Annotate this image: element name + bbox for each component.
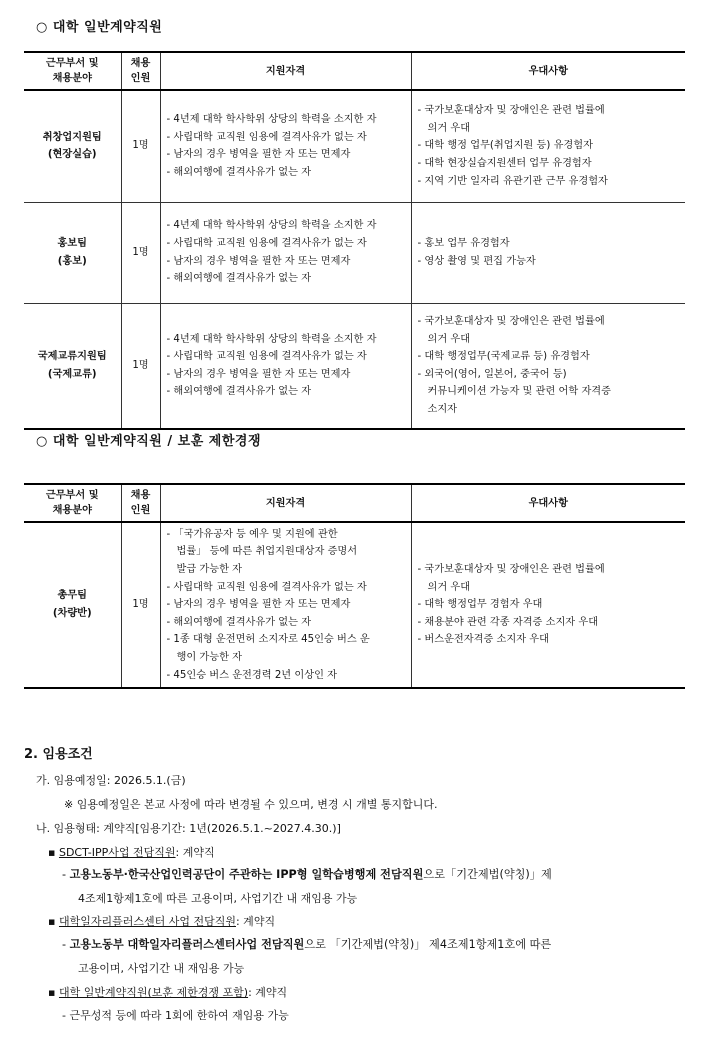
dept-cell: 총무팀 (차량반) xyxy=(24,522,121,688)
preference-cell: - 국가보훈대상자 및 장애인은 관련 법률에 의거 우대 - 대학 행정업무(국제교류 등) 유경험자 - 외국어(영어, 일본어, 중국어 등) 커뮤니케이션 가능자 및 관련 어학 자격증 소지자 xyxy=(411,303,685,429)
bullet-sdct-ipp: ▪ SDCT-IPP사업 전담직원: 계약직 xyxy=(48,846,215,859)
header-preference: 우대사항 xyxy=(411,52,685,90)
section1-title: ○ 대학 일반계약직원 xyxy=(36,20,163,35)
section2-table xyxy=(24,483,685,689)
header-qualification: 지원자격 xyxy=(160,52,411,90)
header-dept: 근무부서 및 채용분야 xyxy=(24,52,121,90)
header-count: 채용 인원 xyxy=(121,52,160,90)
dept-cell: 홍보팀 (홍보) xyxy=(24,202,121,303)
preference-cell: - 국가보훈대상자 및 장애인은 관련 법률에 의거 우대 - 대학 행정 업무(취업지원 등) 유경험자 - 대학 현장실습지원센터 업무 유경험자 - 지역 기반 일자리 유관기관 근무 유경험자 xyxy=(411,90,685,202)
job-plus-center-position: 대학일자리플러스센터 사업 전담직원 xyxy=(58,915,236,928)
qualification-cell: - 4년제 대학 학사학위 상당의 학력을 소지한 자 - 사립대학 교직원 임용에 결격사유가 없는 자 - 남자의 경우 병역을 필한 자 또는 면제자 - 해외여행에 결격사유가 없는 자 xyxy=(160,90,411,202)
general-contract-position: 대학 일반계약직원(보훈 제한경쟁 포함) xyxy=(58,986,249,999)
sdct-ipp-desc-cont: 4조제1항제1호에 따른 고용이며, 사업기간 내 재임용 가능 xyxy=(78,892,358,905)
dept-cell: 취창업지원팀 (현장실습) xyxy=(24,90,121,202)
bullet-job-plus-center: ▪ 대학일자리플러스센터 사업 전담직원: 계약직 xyxy=(48,915,276,928)
start-date-note: ※ 임용예정일은 본교 사정에 따라 변경될 수 있으며, 변경 시 개별 통지합니다. xyxy=(64,798,438,811)
start-date-line: 가. 임용예정일: 2026.5.1.(금) xyxy=(36,774,186,787)
qualification-cell: - 4년제 대학 학사학위 상당의 학력을 소지한 자 - 사립대학 교직원 임용에 결격사유가 없는 자 - 남자의 경우 병역을 필한 자 또는 면제자 - 해외여행에 결격사유가 없는 자 xyxy=(160,303,411,429)
preference-cell: - 홍보 업무 유경험자 - 영상 촬영 및 편집 가능자 xyxy=(411,202,685,303)
table-row xyxy=(24,303,685,429)
header-preference: 우대사항 xyxy=(411,484,685,522)
qualification-cell: - 「국가유공자 등 예우 및 지원에 관한 법률」 등에 따른 취업지원대상자 증명서 발급 가능한 자 - 사립대학 교직원 임용에 결격사유가 없는 자 - 남자의 경우 병역을 필한 자 또는 면제자 - 해외여행에 결격사유가 없는 자 - 1종 대형 운전면허 소지자로 45인승 버스 운 행이 가능한 자 - 45인승 버스 운전경력 2년 이상인 자 xyxy=(160,522,411,688)
employment-type-line: 나. 임용형태: 계약직[임용기간: 1년(2026.5.1.~2027.4.30.)] xyxy=(36,822,341,835)
count-cell: 1명 xyxy=(121,303,160,429)
count-cell: 1명 xyxy=(121,522,160,688)
bullet-general-contract: ▪ 대학 일반계약직원(보훈 제한경쟁 포함): 계약직 xyxy=(48,986,288,999)
table-row xyxy=(24,202,685,303)
count-cell: 1명 xyxy=(121,202,160,303)
preference-cell: - 국가보훈대상자 및 장애인은 관련 법률에 의거 우대 - 대학 행정업무 경험자 우대 - 채용분야 관련 각종 자격증 소지자 우대 - 버스운전자격증 소지자 우대 xyxy=(411,522,685,688)
sdct-ipp-position: SDCT-IPP사업 전담직원 xyxy=(58,846,176,859)
header-count: 채용 인원 xyxy=(121,484,160,522)
conditions-heading: 2. 임용조건 xyxy=(24,747,93,762)
table-row xyxy=(24,522,685,688)
general-contract-desc: - 근무성적 등에 따라 1회에 한하여 재임용 가능 xyxy=(62,1009,289,1022)
job-plus-center-desc-cont: 고용이며, 사업기간 내 재임용 가능 xyxy=(78,962,245,975)
table-row xyxy=(24,90,685,202)
job-plus-center-desc: - 고용노동부 대학일자리플러스센터사업 전담직원으로 「기간제법(약칭)」 제4조제1항제1호에 따른 xyxy=(62,938,552,951)
section1-table xyxy=(24,51,685,430)
qualification-cell: - 4년제 대학 학사학위 상당의 학력을 소지한 자 - 사립대학 교직원 임용에 결격사유가 없는 자 - 남자의 경우 병역을 필한 자 또는 면제자 - 해외여행에 결격사유가 없는 자 xyxy=(160,202,411,303)
section2-title: ○ 대학 일반계약직원 / 보훈 제한경쟁 xyxy=(36,434,262,449)
count-cell: 1명 xyxy=(121,90,160,202)
sdct-ipp-desc: - 고용노동부·한국산업인력공단이 주관하는 IPP형 일학습병행제 전담직원으로「기간제법(약칭)」제 xyxy=(62,868,552,881)
dept-cell: 국제교류지원팀 (국제교류) xyxy=(24,303,121,429)
header-dept: 근무부서 및 채용분야 xyxy=(24,484,121,522)
header-qualification: 지원자격 xyxy=(160,484,411,522)
